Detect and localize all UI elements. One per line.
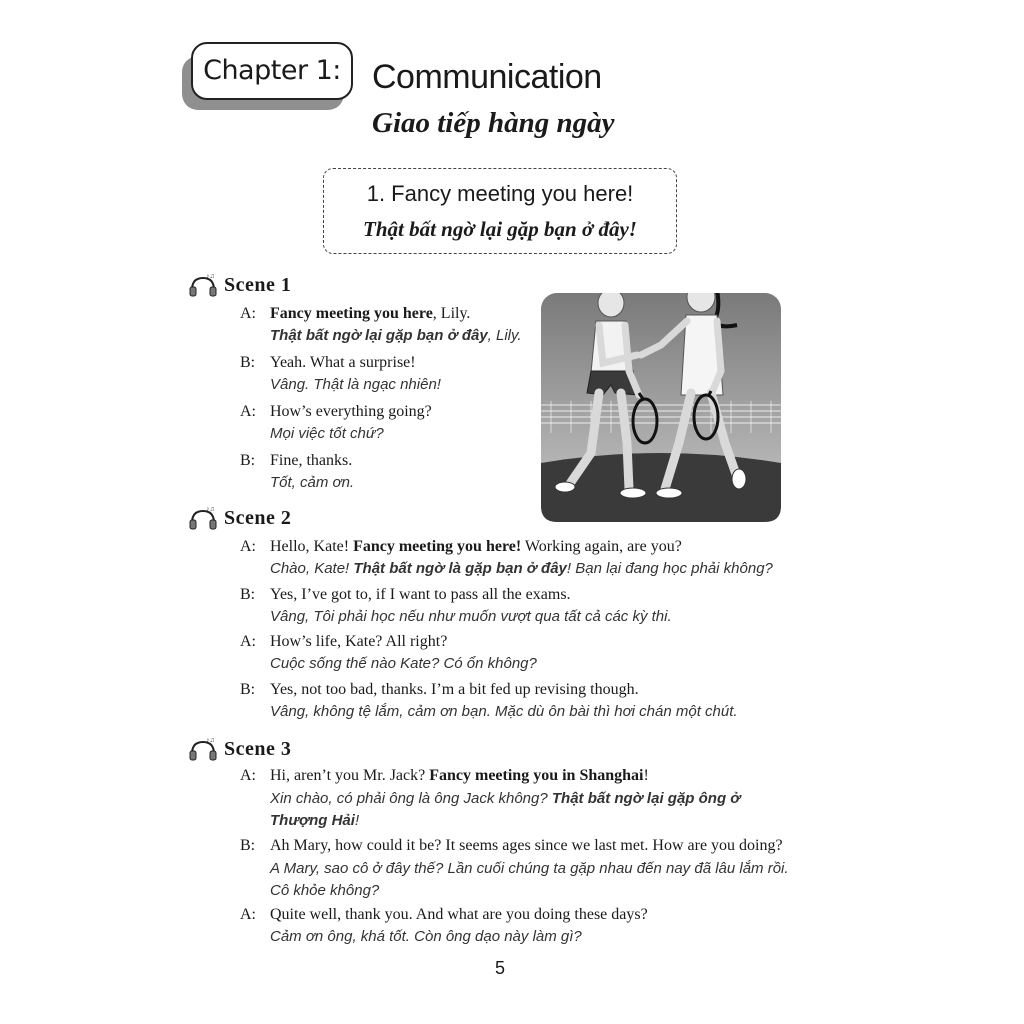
- speaker: A:: [240, 403, 256, 420]
- speaker: A:: [240, 305, 256, 322]
- vietnamese-text: Vâng, Tôi phải học nếu như muốn vượt qua tất cả các kỳ thi.: [270, 608, 672, 625]
- speaker: B:: [240, 837, 256, 854]
- headphones-icon: [188, 272, 218, 298]
- vietnamese-text: Cảm ơn ông, khá tốt. Còn ông dạo này làm gì?: [270, 928, 582, 945]
- vietnamese-text: Thật bất ngờ lại gặp bạn ở đây, Lily.: [270, 327, 522, 344]
- scene-3-heading: [188, 736, 291, 762]
- vietnamese-text: Cuộc sống thế nào Kate? Có ổn không?: [270, 655, 537, 672]
- speaker: A:: [240, 906, 256, 923]
- headphones-icon: [188, 505, 218, 531]
- speaker: A:: [240, 767, 256, 784]
- english-text: Quite well, thank you. And what are you doing these days?: [270, 906, 648, 923]
- svg-text:♪♫: ♪♫: [206, 272, 215, 280]
- vietnamese-text: Vâng, không tệ lắm, cảm ơn bạn. Mặc dù ôn bài thì hơi chán một chút.: [270, 703, 738, 720]
- scene-title: Scene 1: [224, 273, 292, 296]
- english-text: How’s life, Kate? All right?: [270, 633, 448, 650]
- vietnamese-text: Chào, Kate! Thật bất ngờ là gặp bạn ở đây! Bạn lại đang học phải không?: [270, 560, 773, 577]
- scene-1-heading: [188, 272, 291, 298]
- page-number: 5: [494, 958, 505, 978]
- lesson-subtitle: Thật bất ngờ lại gặp bạn ở đây!: [363, 217, 637, 241]
- svg-text:♪♫: ♪♫: [206, 736, 215, 744]
- vietnamese-text: Tốt, cảm ơn.: [270, 474, 355, 491]
- english-text: Yeah. What a surprise!: [270, 354, 416, 371]
- tennis-players-illustration: [541, 293, 781, 522]
- scene-title: Scene 2: [224, 506, 292, 529]
- speaker: B:: [240, 681, 256, 698]
- vietnamese-text: Mọi việc tốt chứ?: [270, 425, 384, 442]
- english-text: Hi, aren’t you Mr. Jack? Fancy meeting you in Shanghai!: [270, 767, 649, 784]
- english-text: How’s everything going?: [270, 403, 432, 420]
- speaker: B:: [240, 586, 256, 603]
- english-text: Yes, not too bad, thanks. I’m a bit fed up revising though.: [270, 681, 639, 698]
- english-text: Yes, I’ve got to, if I want to pass all the exams.: [270, 586, 571, 603]
- lesson-title-box: [323, 168, 677, 254]
- speaker: B:: [240, 354, 256, 371]
- scene-title: Scene 3: [224, 737, 292, 760]
- chapter-badge: Chapter 1:: [191, 42, 353, 100]
- english-text: Fancy meeting you here, Lily.: [270, 305, 471, 322]
- vietnamese-text: Xin chào, có phải ông là ông Jack không? Thật bất ngờ lại gặp ông ở Thượng Hải!: [270, 790, 741, 829]
- svg-text:♪♫: ♪♫: [206, 505, 215, 513]
- chapter-subtitle: Giao tiếp hàng ngày: [372, 107, 615, 139]
- vietnamese-text: Vâng. Thật là ngạc nhiên!: [270, 376, 441, 393]
- speaker: B:: [240, 452, 256, 469]
- scene-2-heading: [188, 505, 291, 531]
- english-text: Fine, thanks.: [270, 452, 353, 469]
- english-text: Hello, Kate! Fancy meeting you here! Working again, are you?: [270, 538, 682, 555]
- vietnamese-text: A Mary, sao cô ở đây thế? Lần cuối chúng ta gặp nhau đến nay đã lâu lắm rồi. Cô khỏe không?: [270, 860, 789, 899]
- speaker: A:: [240, 633, 256, 650]
- lesson-title: 1. Fancy meeting you here!: [366, 181, 634, 206]
- english-text: Ah Mary, how could it be? It seems ages since we last met. How are you doing?: [270, 837, 783, 854]
- speaker: A:: [240, 538, 256, 555]
- chapter-title: Communication: [372, 58, 602, 96]
- headphones-icon: [188, 736, 218, 762]
